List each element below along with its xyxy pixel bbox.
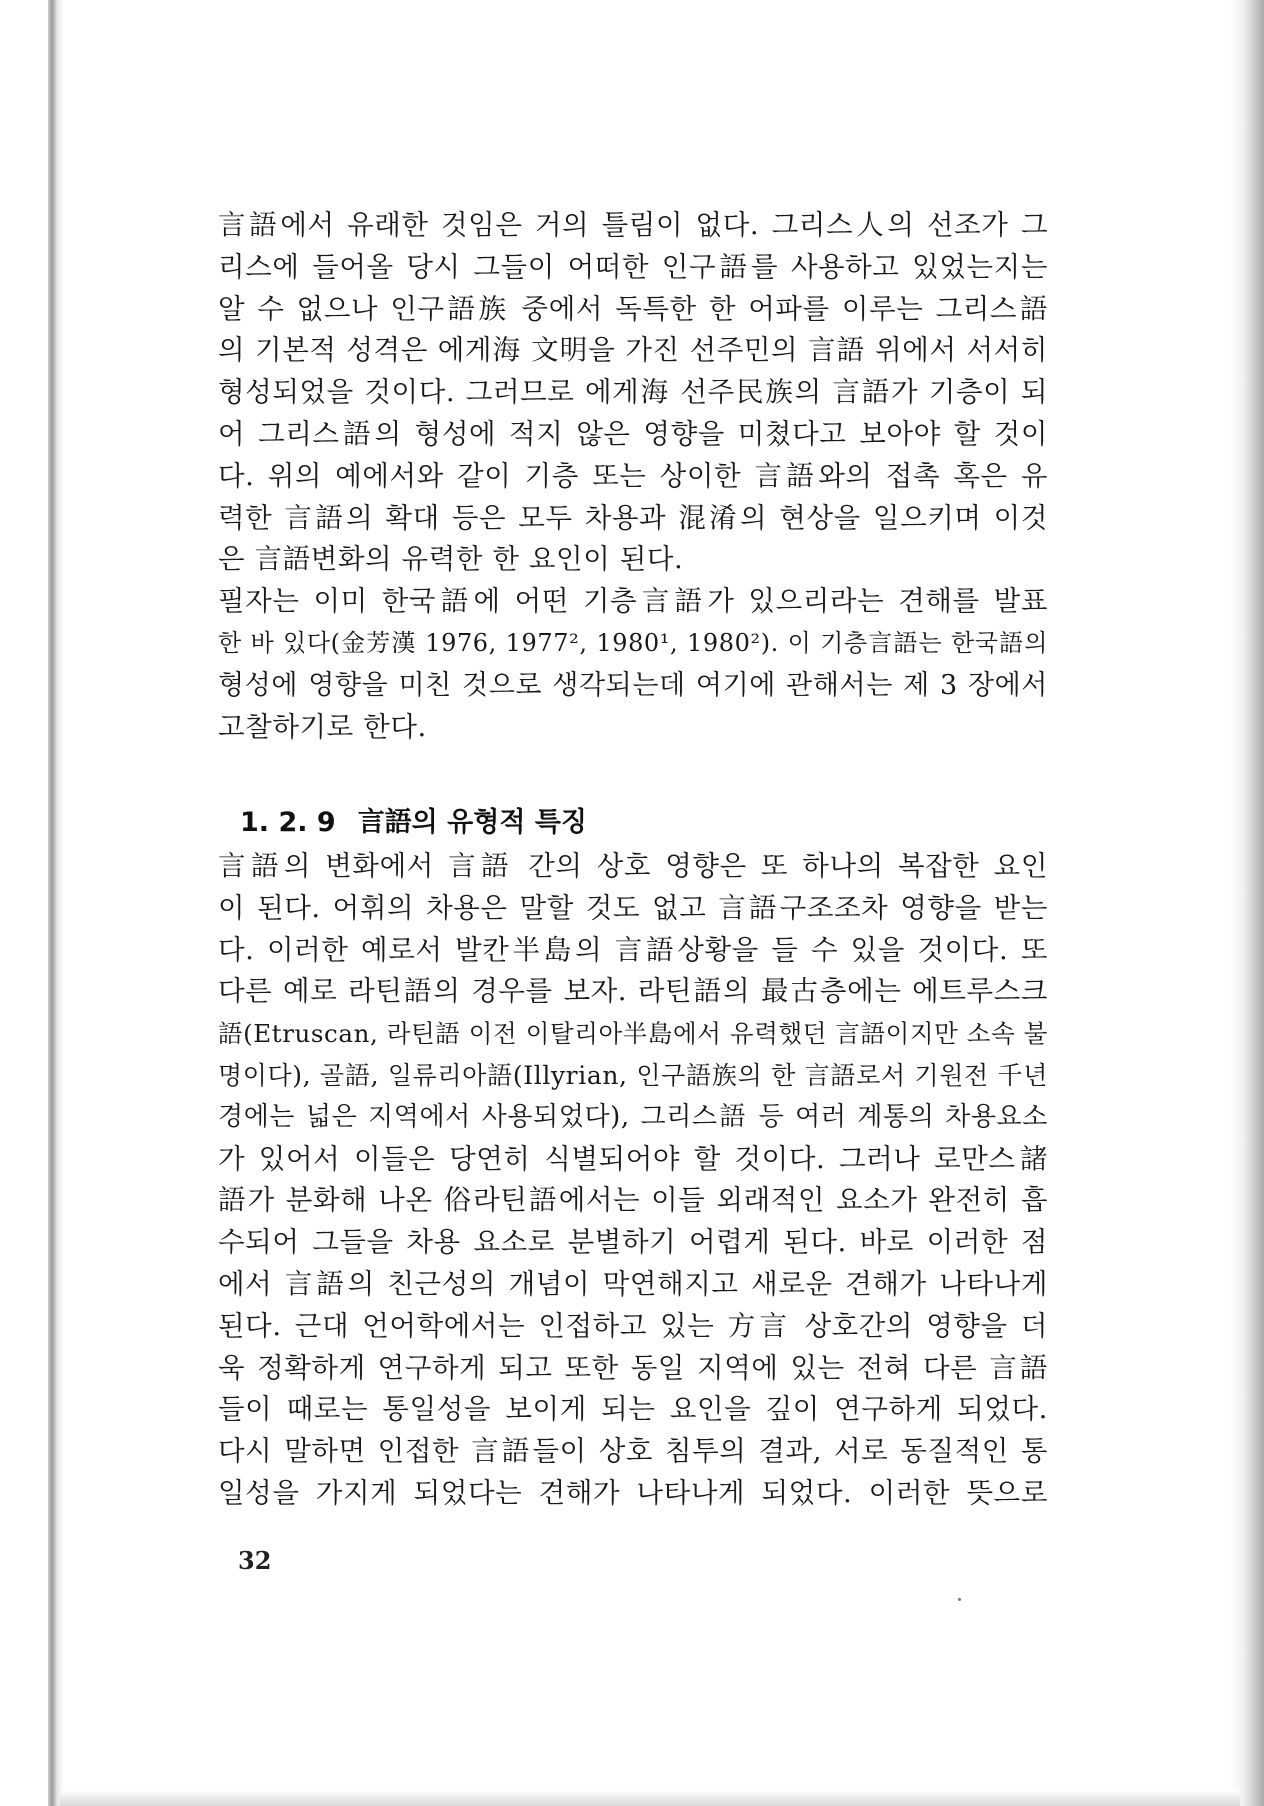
text-line: 가 있어서 이들은 당연히 식별되어야 할 것이다. 그러나 로만스諸	[218, 1142, 1048, 1175]
page-right-edge	[1230, 0, 1264, 1806]
text-line: 형성에 영향을 미친 것으로 생각되는데 여기에 관해서는 제 3 장에서	[218, 669, 1048, 701]
text-line: 욱 정확하게 연구하게 되고 또한 동일 지역에 있는 전혀 다른 言語	[218, 1351, 1048, 1384]
text-line: 수되어 그들을 차용 요소로 분별하기 어렵게 된다. 바로 이러한 점	[218, 1226, 1048, 1259]
page-bottom-edge	[60, 1790, 1240, 1806]
text-line: 리스에 들어올 당시 그들이 어떠한 인구語를 사용하고 있었는지는	[218, 250, 1048, 283]
text-line: 형성되었을 것이다. 그러므로 에게海 선주民族의 言語가 기층이 되	[218, 376, 1048, 409]
text-line: 다. 위의 예에서와 같이 기층 또는 상이한 言語와의 접촉 혹은 유	[218, 459, 1048, 492]
text-line: 語가 분화해 나온 俗라틴語에서는 이들 외래적인 요소가 완전히 흡	[218, 1184, 1048, 1217]
page-number: 32	[238, 1546, 272, 1575]
print-speck	[958, 1598, 961, 1601]
text-line: 다른 예로 라틴語의 경우를 보자. 라틴語의 最古층에는 에트루스크	[218, 975, 1048, 1008]
text-line: 고찰하기로 한다.	[218, 710, 427, 743]
text-line: 한 바 있다(金芳漢 1976, 1977², 1980¹, 1980²). 이 기층言語는 한국語의	[218, 628, 1048, 657]
section-title: 言語의 유형적 특징	[357, 807, 587, 838]
page-left-edge	[48, 0, 64, 1806]
text-line: 다시 말하면 인접한 言語들이 상호 침투의 결과, 서로 동질적인 통	[218, 1435, 1048, 1468]
text-line: 言語의 변화에서 言語 간의 상호 영향은 또 하나의 복잡한 요인	[218, 850, 1048, 882]
body-text-bottom	[218, 846, 1048, 1515]
text-line: 의 기본적 성격은 에게海 文明을 가진 선주민의 言語 위에서 서서히	[218, 334, 1048, 367]
text-line: 명이다), 골語, 일류리아語(Illyrian, 인구語族의 한 言語로서 기원전 千년	[218, 1060, 1048, 1090]
text-line: 된다. 근대 언어학에서는 인접하고 있는 方言 상호간의 영향을 더	[218, 1309, 1048, 1342]
body-text-top	[218, 205, 1048, 748]
text-line: 은 言語변화의 유력한 한 요인이 된다.	[218, 543, 684, 576]
text-line: 言語에서 유래한 것임은 거의 틀림이 없다. 그리스人의 선조가 그	[218, 209, 1048, 241]
text-line: 어 그리스語의 형성에 적지 않은 영향을 미쳤다고 보아야 할 것이	[218, 417, 1048, 450]
text-line: 에서 言語의 친근성의 개념이 막연해지고 새로운 견해가 나타나게	[218, 1267, 1048, 1300]
text-line: 이 된다. 어휘의 차용은 말할 것도 없고 言語구조조차 영향을 받는	[218, 891, 1048, 924]
text-line: 필자는 이미 한국語에 어떤 기층言語가 있으리라는 견해를 발표	[218, 585, 1048, 618]
section-number: 1. 2. 9	[240, 807, 336, 838]
text-line: 語(Etruscan, 라틴語 이전 이탈리아半島에서 유력했던 言語이지만 소속 불	[218, 1019, 1048, 1049]
text-line: 력한 言語의 확대 등은 모두 차용과 混淆의 현상을 일으키며 이것	[218, 501, 1048, 534]
paragraph-author-note	[218, 581, 1048, 748]
text-line: 들이 때로는 통일성을 보이게 되는 요인을 깊이 연구하게 되었다.	[218, 1393, 1048, 1426]
paragraph-typological-features	[218, 846, 1048, 1515]
section-heading	[240, 800, 587, 839]
text-line: 경에는 넓은 지역에서 사용되었다), 그리스語 등 여러 계통의 차용요소	[218, 1101, 1048, 1132]
paragraph-continuation	[218, 205, 1048, 581]
text-line: 일성을 가지게 되었다는 견해가 나타나게 되었다. 이러한 뜻으로	[218, 1476, 1048, 1509]
text-line: 알 수 없으나 인구語族 중에서 독특한 한 어파를 이루는 그리스語	[218, 292, 1048, 325]
text-line: 다. 이러한 예로서 발칸半島의 言語상황을 들 수 있을 것이다. 또	[218, 933, 1048, 966]
